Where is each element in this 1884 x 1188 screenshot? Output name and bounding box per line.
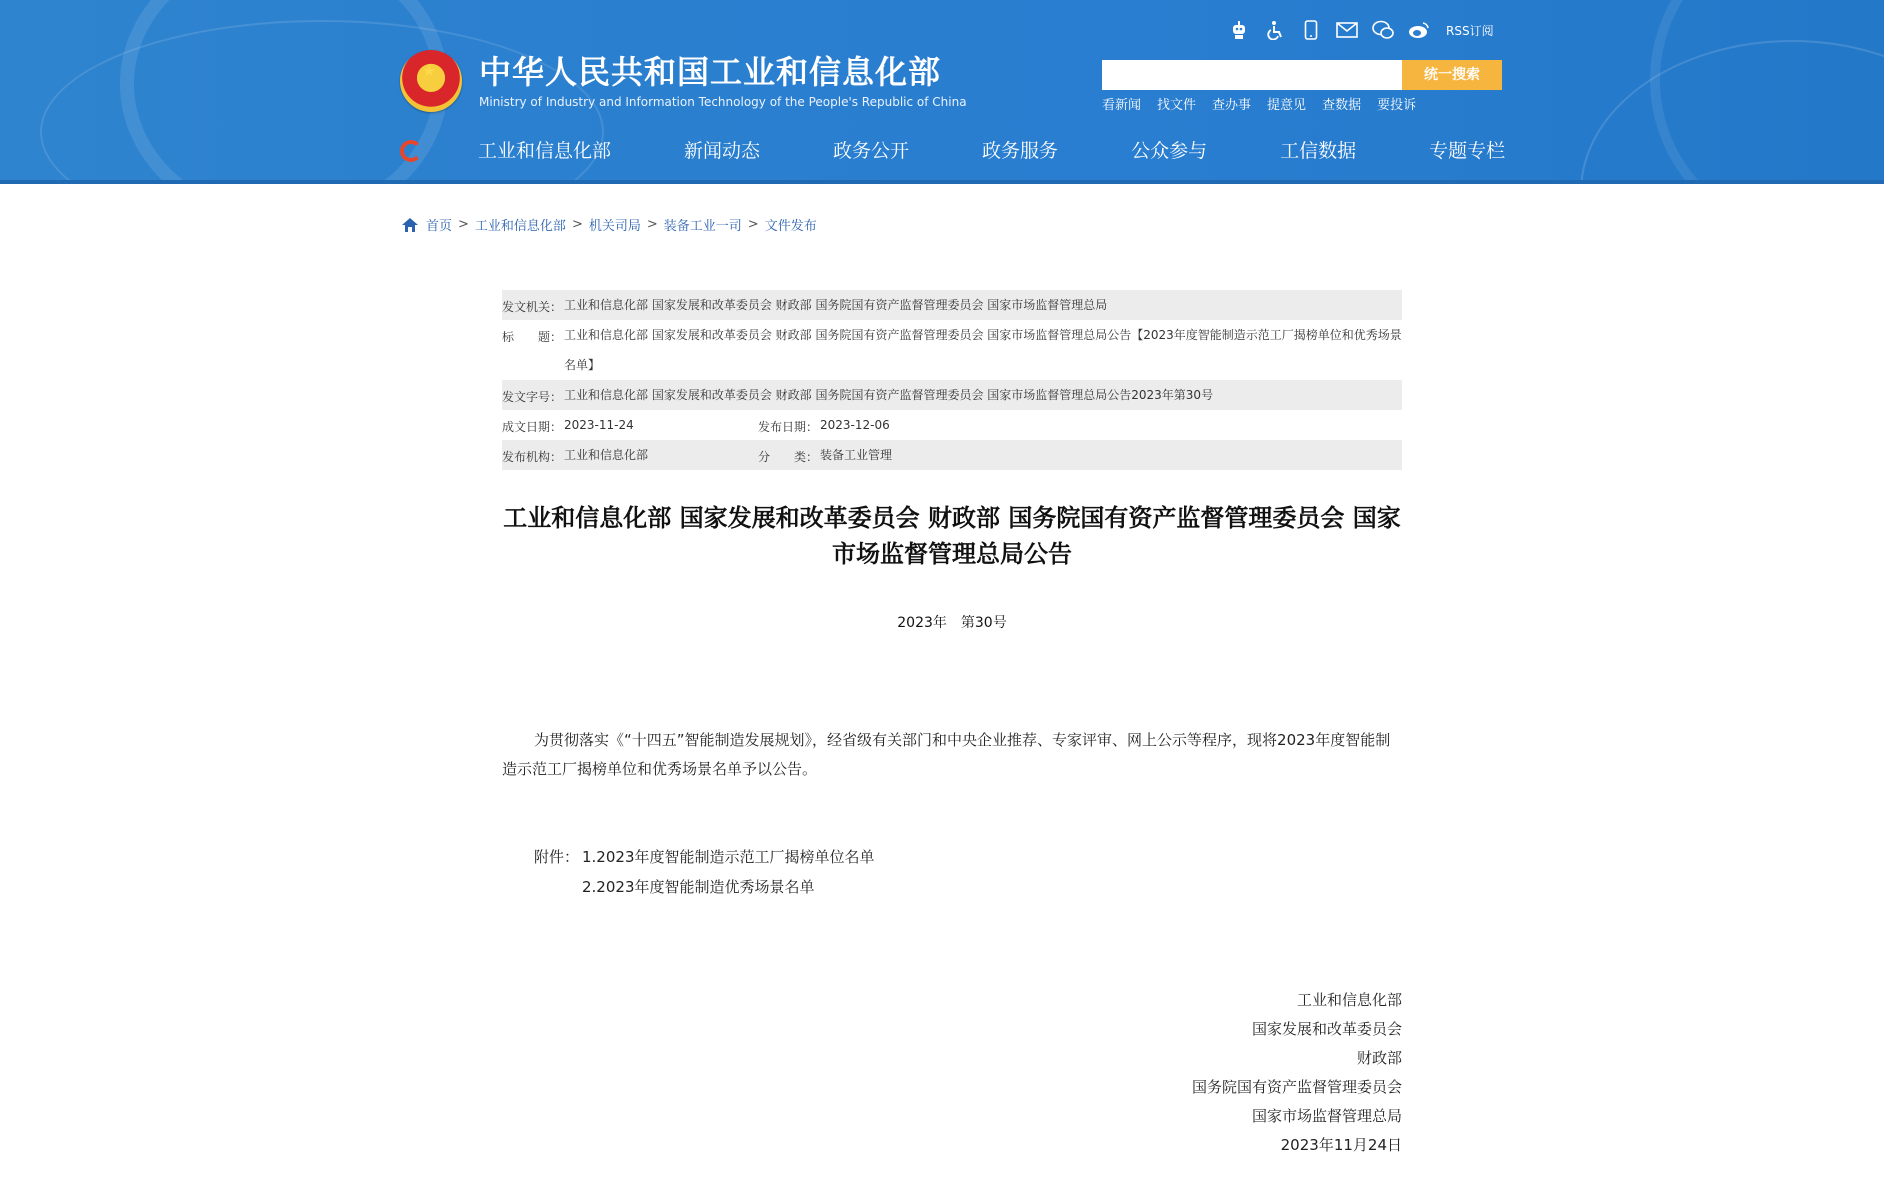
quick-link-news[interactable]: 看新闻 <box>1102 98 1142 113</box>
meta-label: 发文机关： <box>502 300 563 314</box>
signature-block <box>1102 986 1402 1160</box>
breadcrumb-file-release[interactable]: 文件发布 <box>764 219 817 234</box>
weibo-icon[interactable] <box>1408 19 1430 41</box>
attachment-label: 附件： <box>534 848 580 866</box>
breadcrumb <box>402 215 817 234</box>
meta-row-org <box>502 440 1402 470</box>
home-icon[interactable] <box>402 218 418 232</box>
quick-link-files[interactable]: 找文件 <box>1157 98 1197 113</box>
rss-link[interactable]: RSS订阅 <box>1446 23 1494 38</box>
search-input[interactable] <box>1102 60 1402 90</box>
meta-value-issuer: 工业和信息化部 国家发展和改革委员会 财政部 国务院国有资产监督管理委员会 国家市场监督管理总局 <box>564 298 1108 312</box>
wechat-icon[interactable] <box>1372 19 1394 41</box>
quick-link-complaint[interactable]: 要投诉 <box>1377 98 1417 113</box>
meta-label: 分 类： <box>758 450 819 464</box>
attachment-indent <box>534 872 582 902</box>
quick-link-data[interactable]: 查数据 <box>1322 98 1362 113</box>
site-header <box>0 0 1884 184</box>
quick-link-services[interactable]: 查办事 <box>1212 98 1252 113</box>
signature-date: 2023年11月24日 <box>1280 1136 1402 1154</box>
document-title: 工业和信息化部 国家发展和改革委员会 财政部 国务院国有资产监督管理委员会 国家市场监督管理总局公告 <box>503 504 1401 568</box>
attachments <box>534 842 875 902</box>
breadcrumb-departments[interactable]: 机关司局 <box>588 219 641 234</box>
attachment-link[interactable]: 1.2023年度智能制造示范工厂揭榜单位名单 <box>582 848 875 866</box>
meta-label: 发布日期： <box>758 420 819 434</box>
mobile-icon[interactable] <box>1300 19 1322 41</box>
header-decoration <box>1650 0 1884 184</box>
top-icon-bar <box>1228 18 1494 42</box>
meta-value-published: 2023-12-06 <box>820 418 890 432</box>
mail-icon[interactable] <box>1336 19 1358 41</box>
robot-icon[interactable] <box>1228 19 1250 41</box>
meta-value-created: 2023-11-24 <box>564 418 634 432</box>
document-meta-table <box>502 290 1402 470</box>
meta-value-doc-number: 工业和信息化部 国家发展和改革委员会 财政部 国务院国有资产监督管理委员会 国家市场监督管理总局公告2023年第30号 <box>564 388 1214 402</box>
meta-value-category: 装备工业管理 <box>820 448 893 462</box>
meta-row-title <box>502 320 1402 380</box>
breadcrumb-separator: > <box>458 217 469 232</box>
ministry-logo-icon[interactable] <box>400 140 422 162</box>
search-button[interactable]: 统一搜索 <box>1402 60 1502 90</box>
main-nav <box>400 138 1505 164</box>
nav-item-data[interactable]: 工信数据 <box>1280 140 1357 162</box>
signatory: 国务院国有资产监督管理委员会 <box>1191 1078 1402 1096</box>
breadcrumb-separator: > <box>646 217 658 232</box>
signatory: 工业和信息化部 <box>1296 991 1402 1009</box>
accessibility-icon[interactable] <box>1264 19 1286 41</box>
breadcrumb-ministry[interactable]: 工业和信息化部 <box>474 219 566 234</box>
national-emblem-logo[interactable]: ★ <box>400 50 462 112</box>
nav-item-participation[interactable]: 公众参与 <box>1131 140 1208 162</box>
meta-value-title: 工业和信息化部 国家发展和改革委员会 财政部 国务院国有资产监督管理委员会 国家市场监督管理总局公告【2023年度智能制造示范工厂揭榜单位和优秀场景名单】 <box>564 328 1402 372</box>
breadcrumb-separator: > <box>571 217 583 232</box>
meta-value-org: 工业和信息化部 <box>564 448 649 462</box>
site-title[interactable]: 中华人民共和国工业和信息化部 <box>479 53 942 91</box>
signatory: 国家市场监督管理总局 <box>1251 1107 1402 1125</box>
meta-label: 成文日期： <box>502 420 563 434</box>
nav-item-topics[interactable]: 专题专栏 <box>1429 140 1506 162</box>
nav-item-news[interactable]: 新闻动态 <box>684 140 761 162</box>
meta-label: 发文字号： <box>502 390 563 404</box>
nav-item-services[interactable]: 政务服务 <box>982 140 1059 162</box>
nav-item-government-affairs[interactable]: 政务公开 <box>833 140 910 162</box>
breadcrumb-home[interactable]: 首页 <box>426 219 453 234</box>
breadcrumb-equipment-dept[interactable]: 装备工业一司 <box>663 219 742 234</box>
nav-item-ministry[interactable]: 工业和信息化部 <box>478 140 612 162</box>
breadcrumb-separator: > <box>747 217 759 232</box>
signatory: 财政部 <box>1356 1049 1402 1067</box>
quick-link-feedback[interactable]: 提意见 <box>1267 98 1307 113</box>
quick-links <box>1102 98 1432 114</box>
document-number: 2023年 第30号 <box>897 615 1007 631</box>
meta-label: 发布机构： <box>502 450 563 464</box>
signatory: 国家发展和改革委员会 <box>1251 1020 1402 1038</box>
document-body: 为贯彻落实《“十四五”智能制造发展规划》，经省级有关部门和中央企业推荐、专家评审、网上公示等程序，现将2023年度智能制造示范工厂揭榜单位和优秀场景名单予以公告。 <box>502 731 1391 778</box>
header-bottom-border <box>0 180 1884 184</box>
site-subtitle: Ministry of Industry and Information Technology of the People's Republic of China <box>479 95 967 109</box>
attachment-link[interactable]: 2.2023年度智能制造优秀场景名单 <box>582 878 815 896</box>
meta-label: 标 题： <box>502 330 563 344</box>
